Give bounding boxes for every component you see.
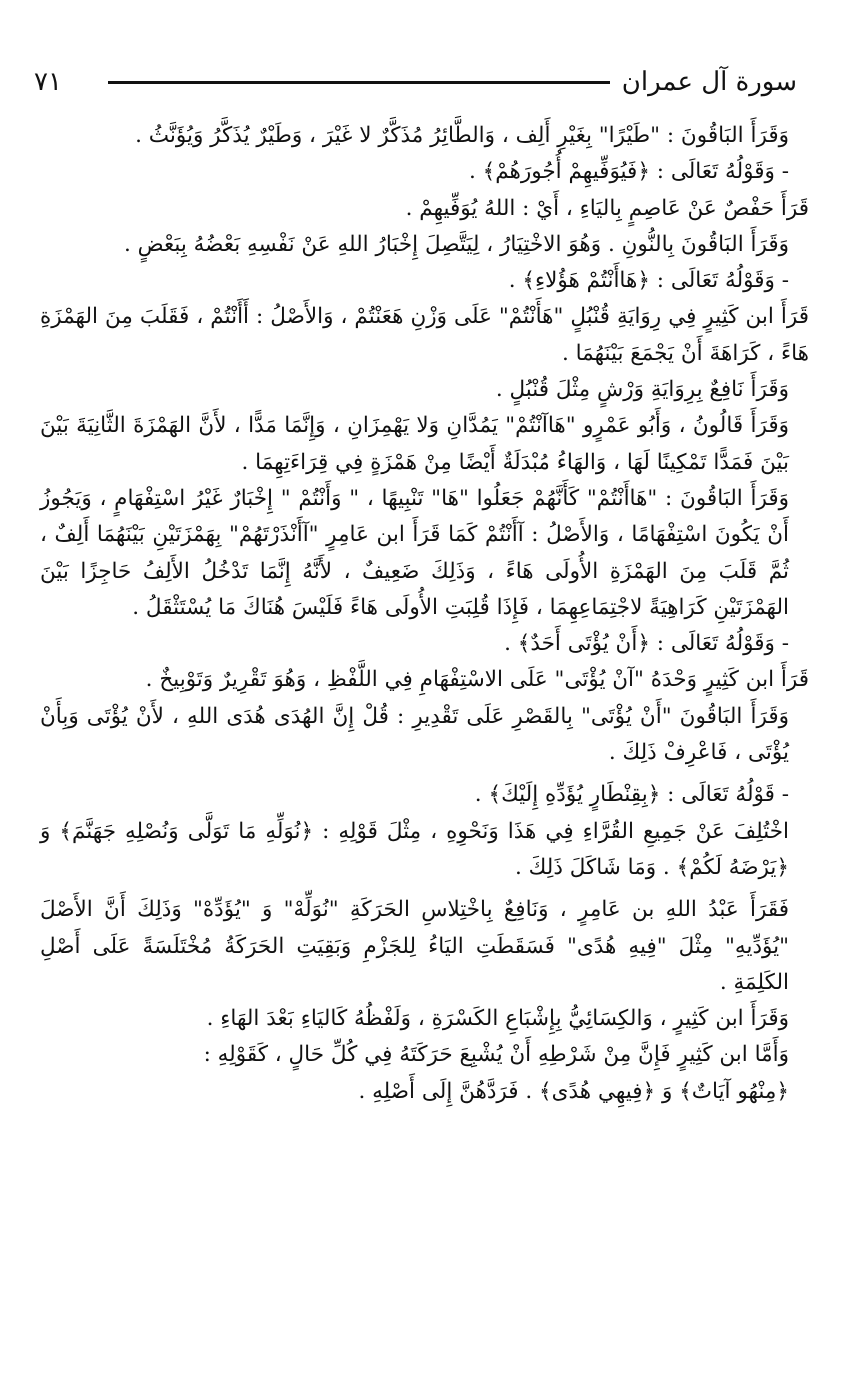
paragraph: قَرَأَ حَفْصٌ عَنْ عَاصِمٍ بِاليَاءِ ، أَيْ : اللهُ يُوَفِّيهِمْ .: [405, 195, 809, 221]
paragraph: قَرَأَ ابن كَثِيرٍ وَحْدَهُ "آنْ يُؤْتَى" عَلَى الاسْتِفْهَامِ فِي اللَّفْظِ ، وَهُوَ تَقْرِيرٌ وَتَوْبِيخٌ .: [145, 667, 809, 693]
paragraph: ﴿مِنْهُو آيَاتٌ﴾ وَ ﴿فِيهِي هُدًى﴾ . فَرَدَّهُنَّ إِلَى أَصْلِهِ .: [358, 1078, 789, 1104]
running-header: [28, 62, 797, 102]
paragraph: وَقَرَأَ البَاقُونَ : "هَاأَنْتُمْ" كَأَنَّهُمْ جَعَلُوا "هَا" تَنْبِيهًا ، " وَأَنْتُمْ " إِخْبَارٌ غَيْرُ اسْتِفْهَامٍ ، وَيَجُوزُ أَنْ يَكُونَ اسْتِفْهَامًا ، وَالأَصْلُ : آأَنْتُمْ كَمَا قَرَأَ ابن عَامِرٍ "آأَنْذَرْتَهُمْ" بِهَمْزَتَيْنِ بَيْنَهُمَا أَلِفٌ ، ثُمَّ قَلَبَ مِنَ الهَمْزَةِ الأُولَى هَاءً ، وَذَلِكَ ضَعِيفٌ ، لأَنَّهُ إِنَّمَا تَدْخُلُ الأَلِفُ حَاجِزًا بَيْنَ الهَمْزَتَيْنِ كَرَاهِيَةً لاجْتِمَاعِهِمَا ، فَإِذَا قُلِبَتِ الأُولَى هَاءً فَلَيْسَ هُنَاكَ مَا يُسْتَثْقَلُ .: [40, 485, 789, 620]
page-number: ٧١: [34, 67, 62, 97]
paragraph: وَقَرَأَ قَالُونُ ، وَأَبُو عَمْرٍو "هَاآنْتُمْ" يَمُدَّانِ وَلا يَهْمِزَانِ ، وَإِنَّمَا مَدًّا ، لأَنَّ الهَمْزَةَ الثَّانِيَةَ بَيْنَ بَيْنَ فَمَدًّا تَمْكِينًا لَهَا ، وَالهَاءُ مُبْدَلَةٌ أَيْضًا مِنْ هَمْزَةٍ فِي قِرَاءَتِهِمَا .: [40, 413, 789, 475]
paragraph: وَقَرَأَ البَاقُونَ "أَنْ يُؤْتَى" بِالقَصْرِ عَلَى تَقْدِيرِ : قُلْ إِنَّ الهُدَى هُدَى اللهِ ، لأَنْ يُؤْتَى وَبِأَنْ يُؤْتَى ، فَاعْرِفْ ذَلِكَ .: [40, 703, 789, 766]
paragraph: وَقَرَأَ البَاقُونَ : "طَيْرًا" بِغَيْرِ أَلِف ، وَالطَّائِرُ مُذَكَّرٌ لا غَيْرَ ، وَطَيْرٌ يُذَكَّرُ وَيُؤَنَّثُ .: [135, 123, 789, 148]
surah-title: سورة آل عمران: [621, 67, 797, 97]
verse-heading: - وَقَوْلُهُ تَعَالَى : ﴿فَيُوَفِّيهِمْ أُجُورَهُمْ﴾ .: [468, 159, 789, 185]
paragraph: وَقَرَأَ ابن كَثِيرٍ ، وَالكِسَائِيُّ بِإِشْبَاعِ الكَسْرَةِ ، وَلَفْظُهُ كَاليَاءِ بَعْدَ الهَاءِ .: [206, 1006, 789, 1032]
paragraph: وَقَرَأَ نَافِعٌ بِرِوَايَةِ وَرْشٍ مِثْلَ قُنْبُلٍ .: [495, 377, 789, 403]
paragraph: فَقَرَأَ عَبْدُ اللهِ بن عَامِرٍ ، وَنَافِعٌ بِاخْتِلاسِ الحَرَكَةِ "نُوَلِّهْ" وَ "يُؤَدِّهْ" وَذَلِكَ أَنَّ الأَصْلَ "يُؤَدِّيهِ" مِثْلَ "فِيهِ هُدًى" فَسَقَطَتِ اليَاءُ لِلجَزْمِ وَبَقِيَتِ الحَرَكَةُ مُخْتَلَسَةً عَلَى أَصْلِ الكَلِمَةِ .: [40, 897, 789, 995]
header-rule: [108, 81, 610, 84]
verse-heading: - وَقَوْلُهُ تَعَالَى : ﴿أَنْ يُؤْتَى أَحَدٌ﴾ .: [504, 631, 789, 657]
page-body: [40, 118, 809, 1110]
paragraph: اخْتُلِفَ عَنْ جَمِيعِ القُرَّاءِ فِي هَذَا وَنَحْوِهِ ، مِثْلَ قَوْلِهِ : ﴿نُوَلِّهِ مَا تَوَلَّى وَنُصْلِهِ جَهَنَّمَ﴾ وَ ﴿يَرْضَهُ لَكُمْ﴾ . وَمَا شَاكَلَ ذَلِكَ .: [40, 818, 789, 880]
verse-heading: - قَوْلُهُ تَعَالَى : ﴿بِقِنْطَارٍ يُؤَدِّهِ إِلَيْكَ﴾ .: [474, 782, 789, 808]
paragraph: قَرَأَ ابن كَثِيرٍ فِي رِوَايَةِ قُنْبُلٍ "هَأَنْتُمْ" عَلَى وَزْنِ هَعَنْتُمْ ، وَالأَصْلُ : أَأَنْتُمْ ، فَقَلَبَ مِنَ الهَمْزَةِ هَاءً ، كَرَاهَةَ أَنْ يَجْمَعَ بَيْنَهُمَا .: [40, 304, 809, 366]
paragraph: وَقَرَأَ البَاقُونَ بِالنُّونِ . وَهُوَ الاخْتِيَارُ ، لِيَتَّصِلَ إِخْبَارُ اللهِ عَنْ نَفْسِهِ بَعْضُهُ بِبَعْضٍ .: [123, 231, 789, 257]
paragraph: وَأَمَّا ابن كَثِيرٍ فَإِنَّ مِنْ شَرْطِهِ أَنْ يُشْبِعَ حَرَكَتَهُ فِي كُلِّ حَالٍ ، كَقَوْلِهِ :: [203, 1042, 789, 1068]
verse-heading: - وَقَوْلُهُ تَعَالَى : ﴿هَاأَنْتُمْ هَؤُلاءِ﴾ .: [508, 268, 789, 294]
